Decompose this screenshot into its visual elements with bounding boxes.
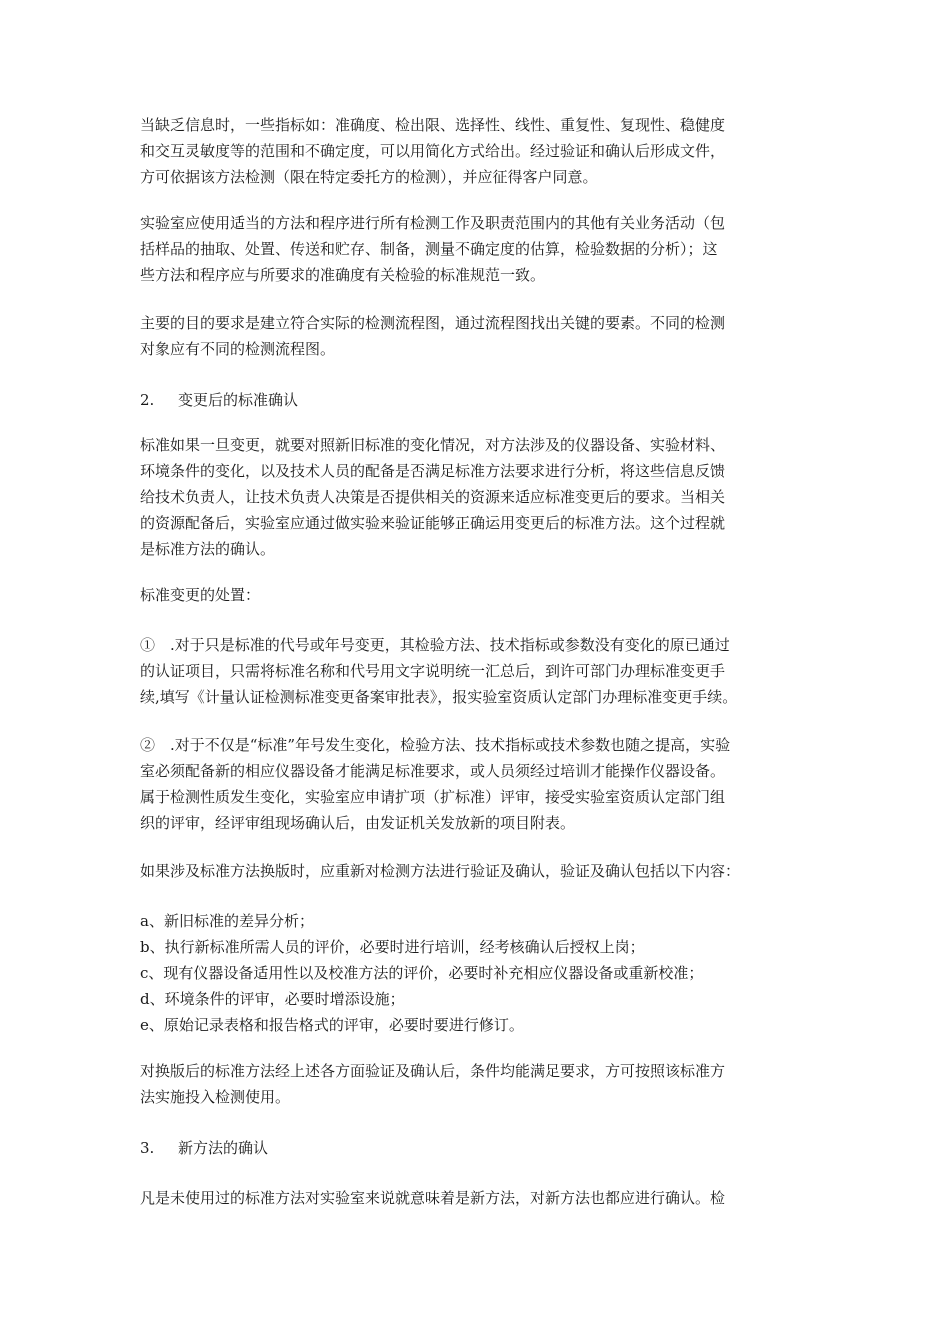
text-line: 给技术负责人，让技术负责人决策是否提供相关的资源来适应标准变更后的要求。当相关 <box>140 488 726 506</box>
text-line: 续,填写《计量认证检测标准变更备案审批表》，报实验室资质认定部门办理标准变更手续。 <box>140 688 738 706</box>
verification-list <box>140 908 820 1038</box>
heading-number: 2. <box>140 391 155 409</box>
text-line: 织的评审，经评审组现场确认后，由发证机关发放新的项目附表。 <box>140 814 576 832</box>
text-line: 标准如果一旦变更，就要对照新旧标准的变化情况，对方法涉及的仪器设备、实验材料、 <box>140 436 726 454</box>
text-line: 室必须配备新的相应仪器设备才能满足标准要求，或人员须经过培训才能操作仪器设备。 <box>140 762 726 780</box>
text-line: 的资源配备后，实验室应通过做实验来验证能够正确运用变更后的标准方法。这个过程就 <box>140 514 726 532</box>
section-heading-2 <box>140 387 820 413</box>
text-line: 实验室应使用适当的方法和程序进行所有检测工作及职责范围内的其他有关业务活动（包 <box>140 214 726 232</box>
text-line: 是标准方法的确认。 <box>140 540 276 558</box>
section-heading-3 <box>140 1135 820 1161</box>
text-line: 属于检测性质发生变化，实验室应申请扩项（扩标准）评审，接受实验室资质认定部门组 <box>140 788 726 806</box>
text-line: 对象应有不同的检测流程图。 <box>140 340 336 358</box>
text-line: ② .对于不仅是“标准”年号发生变化，检验方法、技术指标或技术参数也随之提高，实验 <box>140 736 731 754</box>
heading-number: 3. <box>140 1139 155 1157</box>
paragraph-after-verification <box>140 1058 820 1110</box>
paragraph-item-1 <box>140 632 820 710</box>
text-line: 当缺乏信息时，一些指标如：准确度、检出限、选择性、线性、重复性、复现性、稳健度 <box>140 116 726 134</box>
text-line: 些方法和程序应与所要求的准确度有关检验的标准规范一致。 <box>140 266 546 284</box>
text-line: 标准变更的处置： <box>140 586 261 604</box>
paragraph-standard-change <box>140 432 820 562</box>
text-line: 括样品的抽取、处置、传送和贮存、制备，测量不确定度的估算，检验数据的分析）；这 <box>140 240 718 258</box>
text-line: 环境条件的变化，以及技术人员的配备是否满足标准方法要求进行分析，将这些信息反馈 <box>140 462 726 480</box>
list-item: b、执行新标准所需人员的评价，必要时进行培训，经考核确认后授权上岗； <box>140 938 645 956</box>
heading-text: 变更后的标准确认 <box>178 391 299 409</box>
list-item: e、原始记录表格和报告格式的评审，必要时要进行修订。 <box>140 1016 524 1034</box>
text-line: 的认证项目，只需将标准名称和代号用文字说明统一汇总后，到许可部门办理标准变更手 <box>140 662 726 680</box>
text-line: 如果涉及标准方法换版时，应重新对检测方法进行验证及确认，验证及确认包括以下内容： <box>140 862 741 880</box>
heading-text: 新方法的确认 <box>178 1139 269 1157</box>
paragraph-info-lack <box>140 112 820 190</box>
paragraph-methods <box>140 210 820 288</box>
paragraph-disposal-title <box>140 582 820 608</box>
text-line: 主要的目的要求是建立符合实际的检测流程图，通过流程图找出关键的要素。不同的检测 <box>140 314 726 332</box>
text-line: 凡是未使用过的标准方法对实验室来说就意味着是新方法，对新方法也都应进行确认。检 <box>140 1189 726 1207</box>
paragraph-flowchart <box>140 310 820 362</box>
list-item: c、现有仪器设备适用性以及校准方法的评价，必要时补充相应仪器设备或重新校准； <box>140 964 704 982</box>
text-line: 法实施投入检测使用。 <box>140 1088 291 1106</box>
paragraph-new-method <box>140 1185 820 1211</box>
list-item: a、新旧标准的差异分析； <box>140 912 314 930</box>
text-line: 方可依据该方法检测（限在特定委托方的检测），并应征得客户同意。 <box>140 168 598 186</box>
list-item: d、环境条件的评审，必要时增添设施； <box>140 990 405 1008</box>
text-line: 和交互灵敏度等的范围和不确定度，可以用简化方式给出。经过验证和确认后形成文件， <box>140 142 726 160</box>
paragraph-version-change <box>140 858 820 884</box>
paragraph-item-2 <box>140 732 820 836</box>
text-line: 对换版后的标准方法经上述各方面验证及确认后，条件均能满足要求，方可按照该标准方 <box>140 1062 726 1080</box>
text-line: ① .对于只是标准的代号或年号变更，其检验方法、技术指标或参数没有变化的原已通过 <box>140 636 730 654</box>
